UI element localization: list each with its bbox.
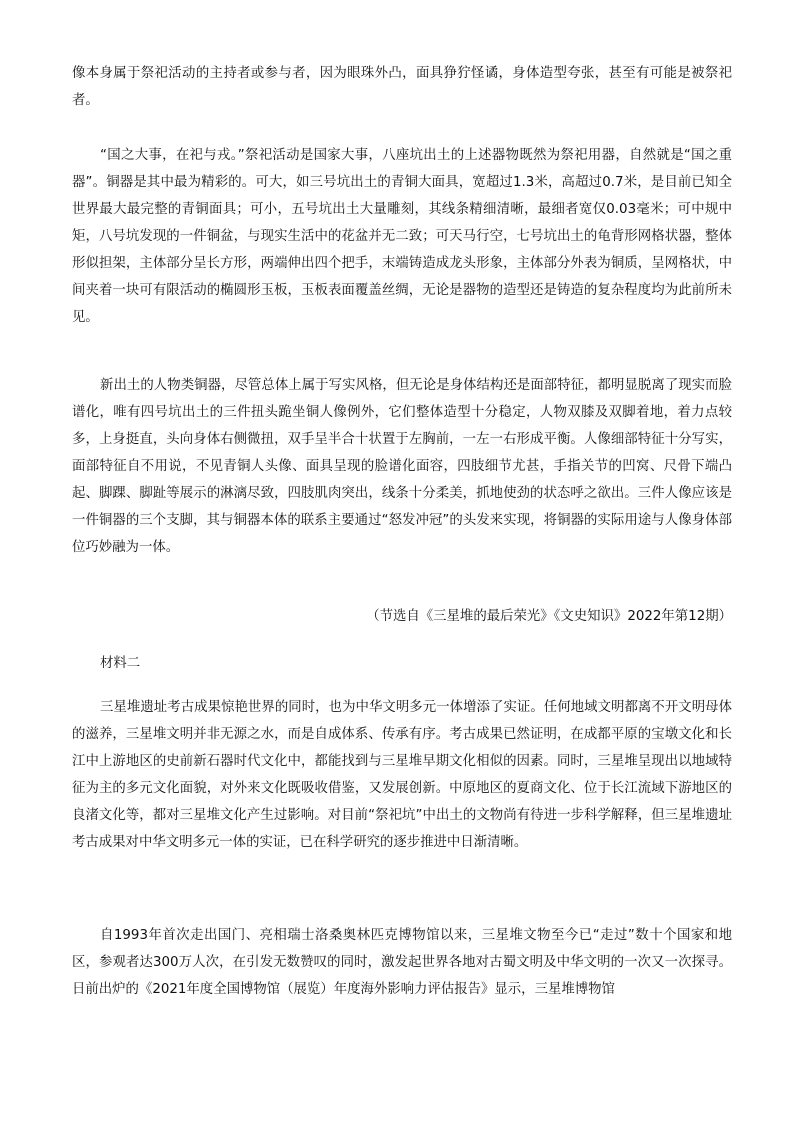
paragraph-3: 新出土的人物类铜器，尽管总体上属于写实风格，但无论是身体结构还是面部特征，都明显脱离了现实而脸谱化，唯有四号坑出土的三件扭头跪坐铜人像例外，它们整体造型十分稳定，人物双膝及双脚着地，着力点较多，上身挺直，头向身体右侧微扭，双手呈半合十状置于左胸前，一左一右形成平衡。人像细部特征十分写实，面部特征自不用说，不见青铜人头像、面具呈现的脸谱化面容，四肢细节尤甚，手指关节的凹窝、尺骨下端凸起、脚踝、脚趾等展示的淋漓尽致，四肢肌肉突出，线条十分柔美，抓地使劲的状态呼之欲出。三件人像应该是一件铜器的三个支脚，其与铜器本体的联系主要通过“怒发冲冠”的头发来实现，将铜器的实际用途与人像身体部位巧妙融为一体。 (72, 378, 732, 555)
section-heading: 材料二 (100, 656, 141, 671)
paragraph-2: “国之大事，在祀与戎。”祭祀活动是国家大事，八座坑出土的上述器物既然为祭祀用器，自然就是“国之重器”。铜器是其中最为精彩的。可大，如三号坑出土的青铜大面具，宽超过1.3米，高超过0.7米，是目前已知全世界最大最完整的青铜面具；可小，五号坑出土大量雕刻，其线条精细清晰，最细者宽仅0.03毫米；可中规中矩，八号坑发现的一件铜盆，与现实生活中的花盆并无二致；可天马行空，七号坑出土的龟背形网格状器，整体形似担架，主体部分呈长方形，两端伸出四个把手，末端铸造成龙头形象，主体部分外表为铜质，呈网格状，中间夹着一块可有限活动的椭圆形玉板，玉板表面覆盖丝绸，无论是器物的造型还是铸造的复杂程度均为此前所未见。 (72, 148, 732, 325)
paragraph-4: 三星堆遗址考古成果惊艳世界的同时，也为中华文明多元一体增添了实证。任何地域文明都离不开文明母体的滋养，三星堆文明并非无源之水，而是自成体系、传承有序。考古成果已然证明，在成都平原的宝墩文化和长江中上游地区的史前新石器时代文化中，都能找到与三星堆早期文化相似的因素。同时，三星堆呈现出以地域特征为主的多元文化面貌，对外来文化既吸收借鉴，又发展创新。中原地区的夏商文化、位于长江流域下游地区的良渚文化等，都对三星堆文化产生过影响。对目前“祭祀坑”中出土的文物尚有待进一步科学解释，但三星堆遗址考古成果对中华文明多元一体的实证，已在科学研究的逐步推进中日渐清晰。 (72, 700, 732, 850)
source-citation: （节选自《三星堆的最后荣光》《文史知识》2022年第12期） (366, 609, 732, 624)
paragraph-5: 自1993年首次走出国门、亮相瑞士洛桑奥林匹克博物馆以来，三星堆文物至今已“走过”数十个国家和地区，参观者达300万人次，在引发无数赞叹的同时，激发起世界各地对古蜀文明及中华文明的一次又一次探寻。日前出炉的《2021年度全国博物馆（展览）年度海外影响力评估报告》显示，三星堆博物馆 (72, 928, 732, 997)
paragraph-1: 像本身属于祭祀活动的主持者或参与者，因为眼珠外凸，面具狰狞怪谲，身体造型夸张，甚至有可能是被祭祀者。 (72, 66, 732, 108)
